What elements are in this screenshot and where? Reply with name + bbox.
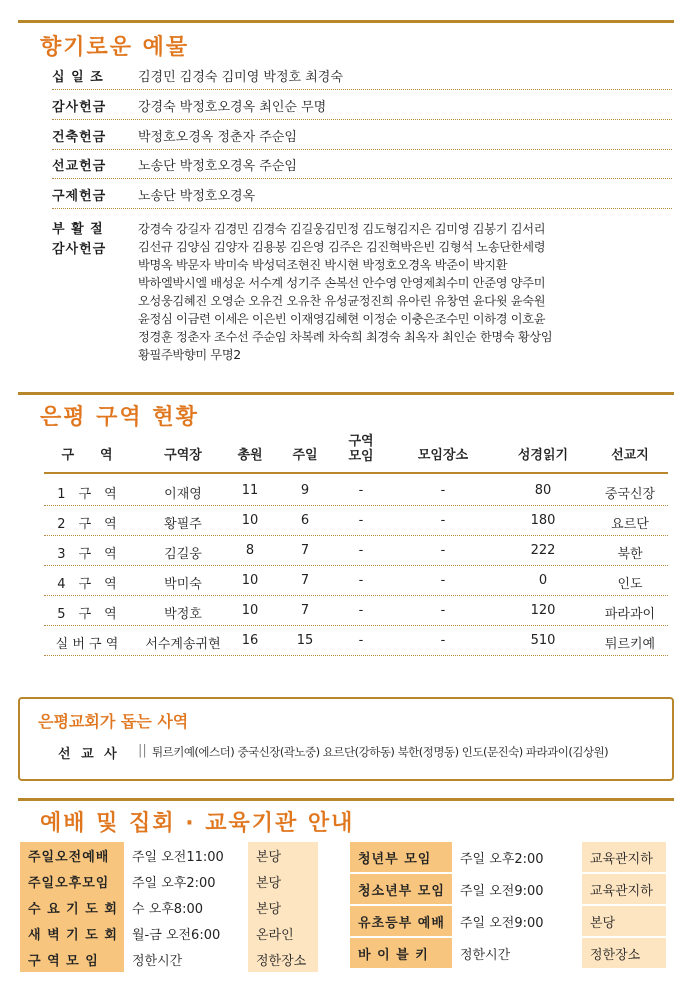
service-time: 주일 오후2:00	[460, 851, 544, 867]
district-table-header	[44, 432, 668, 474]
service-name: 청년부 모임	[350, 842, 452, 872]
offerings-title: 향기로운 예물	[40, 35, 190, 60]
service-name: 새 벽 기 도 회	[20, 920, 124, 946]
district-header-cell: 구역장	[164, 448, 202, 463]
service-row	[20, 920, 318, 946]
offering-category: 선교헌금	[52, 159, 107, 174]
district-header-cell: 구 역	[61, 448, 113, 463]
district-cell: 6	[300, 513, 310, 528]
district-row	[44, 476, 668, 506]
services-right-table	[350, 842, 670, 972]
service-place: 온라인	[248, 920, 318, 946]
district-cell: 요르단	[611, 517, 649, 532]
district-cell: 박미숙	[164, 577, 202, 592]
district-row	[44, 596, 668, 626]
district-table	[44, 432, 668, 682]
district-cell: 실 버 구 역	[55, 637, 119, 652]
districts-title: 은평 구역 현황	[40, 405, 199, 430]
service-row	[350, 842, 666, 872]
offering-category: 부 활 절 감사헌금	[52, 222, 107, 257]
district-cell: -	[440, 513, 446, 528]
district-cell: 180	[530, 513, 556, 528]
district-cell: -	[358, 633, 364, 648]
offering-category: 십 일 조	[52, 70, 104, 85]
service-name: 수 요 기 도 회	[20, 894, 124, 920]
service-place: 본당	[248, 868, 318, 894]
district-cell: 3 구 역	[57, 547, 117, 562]
mission-box	[18, 697, 674, 781]
district-header-cell: 총원	[237, 448, 263, 463]
district-cell: 16	[241, 633, 259, 648]
service-row	[350, 938, 666, 968]
offering-row	[52, 98, 672, 120]
district-row	[44, 536, 668, 566]
district-header-cell: 성경읽기	[517, 448, 569, 463]
service-name: 주일오전예배	[20, 842, 124, 868]
service-row	[20, 868, 318, 894]
service-place: 정한장소	[248, 946, 318, 972]
district-cell: 120	[530, 603, 556, 618]
offering-names: 김경민 김경숙 김미영 박정호 최경숙	[138, 70, 343, 85]
district-row	[44, 566, 668, 596]
service-time: 정한시간	[132, 953, 183, 969]
missionary-separator: ||	[138, 743, 147, 758]
service-time: 정한시간	[460, 947, 511, 963]
district-cell: 2 구 역	[57, 517, 117, 532]
district-cell: 중국신장	[604, 487, 656, 502]
service-row	[20, 842, 318, 868]
service-name: 구 역 모 임	[20, 946, 124, 972]
district-cell: -	[358, 513, 364, 528]
offering-names: 강경숙 강길자 김경민 김경숙 김길웅김민정 김도형김지은 김미영 김봉기 김서리 김선규 김양심 김양자 김용봉 김은영 김주은 김진혁박은빈 김형석 노송단한세령 박명옥 박문자 박미숙 박성덕조현진 박시현 박정호오경옥 박준이 박지환 박하엘박시엘 배성운 서수계 성기주 손복선 안수영 안영제최수미 안준영 양주미 오성웅김혜진 오영순 오유건 오유찬 유성균정진희 유아린 유창연 윤다윗 윤숙원 윤정심 이금련 이세은 이은빈 이재영김혜현 이정순 이충은조수민 이하경 이호윤 정경훈 정춘자 조수선 주순임 차복례 차숙희 최경숙 최옥자 최인순 한명숙 황상임 황필주박향미 무명2	[138, 222, 553, 362]
district-cell: 8	[245, 543, 255, 558]
district-cell: 80	[534, 483, 552, 498]
district-cell: -	[440, 573, 446, 588]
district-cell: 0	[538, 573, 548, 588]
missionary-label: 선 교 사	[58, 747, 120, 762]
offering-category: 감사헌금	[52, 100, 107, 115]
district-cell: 4 구 역	[57, 577, 117, 592]
district-header-cell: 주일	[292, 448, 318, 463]
district-cell: 황필주	[164, 517, 202, 532]
district-row	[44, 626, 668, 656]
district-header-cell: 구역 모임	[348, 434, 374, 464]
district-header-cell: 선교지	[611, 448, 649, 463]
district-cell: 10	[241, 513, 259, 528]
offering-row	[52, 187, 672, 209]
district-cell: 222	[530, 543, 556, 558]
offering-row	[52, 128, 672, 150]
district-cell: -	[440, 483, 446, 498]
services-title: 예배 및 집회 · 교육기관 안내	[40, 811, 355, 836]
service-time: 수 오후8:00	[132, 901, 203, 917]
service-place: 정한장소	[582, 938, 666, 968]
district-header-cell: 모임장소	[417, 448, 469, 463]
district-cell: 15	[296, 633, 314, 648]
offering-names: 노송단 박정호오경옥	[138, 189, 256, 204]
district-cell: 7	[300, 573, 310, 588]
service-row	[20, 946, 318, 972]
district-cell: 7	[300, 603, 310, 618]
district-cell: 이재영	[164, 487, 202, 502]
district-cell: 튀르키예	[604, 637, 656, 652]
services-left-table	[20, 842, 320, 972]
district-cell: 박정호	[164, 607, 202, 622]
district-cell: 11	[241, 483, 259, 498]
district-cell: -	[440, 543, 446, 558]
service-row	[20, 894, 318, 920]
service-place: 교육관지하	[582, 874, 666, 904]
service-place: 본당	[248, 894, 318, 920]
service-place: 본당	[248, 842, 318, 868]
service-place: 본당	[582, 906, 666, 936]
district-cell: 1 구 역	[57, 487, 117, 502]
service-row	[350, 906, 666, 936]
district-cell: 김길웅	[164, 547, 202, 562]
district-cell: 10	[241, 603, 259, 618]
district-cell: 인도	[617, 577, 643, 592]
offering-row	[52, 220, 672, 370]
district-cell: -	[358, 603, 364, 618]
offering-row	[52, 157, 672, 179]
offering-names: 노송단 박정호오경옥 주순임	[138, 159, 297, 174]
offering-names: 강경숙 박정호오경옥 최인순 무명	[138, 100, 327, 115]
district-cell: 510	[530, 633, 556, 648]
offering-category: 구제헌금	[52, 189, 107, 204]
offering-row	[52, 68, 672, 90]
district-cell: 7	[300, 543, 310, 558]
service-time: 월-금 오전6:00	[132, 927, 221, 943]
service-name: 주일오후모임	[20, 868, 124, 894]
district-cell: -	[358, 543, 364, 558]
offering-category: 건축헌금	[52, 130, 107, 145]
service-row	[350, 874, 666, 904]
district-cell: 파라과이	[604, 607, 656, 622]
district-cell: 5 구 역	[57, 607, 117, 622]
services-rule	[18, 798, 674, 801]
district-cell: 서수계송귀현	[145, 637, 221, 652]
district-cell: 9	[300, 483, 310, 498]
service-time: 주일 오후2:00	[132, 875, 216, 891]
service-name: 유초등부 예배	[350, 906, 452, 936]
district-cell: 북한	[617, 547, 643, 562]
service-time: 주일 오전9:00	[460, 883, 544, 899]
missionary-list: 튀르키예(에스더) 중국신장(곽노중) 요르단(강하동) 북한(정명동) 인도(문진숙) 파라과이(김상원)	[152, 745, 609, 759]
district-cell: 10	[241, 573, 259, 588]
districts-rule	[18, 392, 674, 395]
district-cell: -	[440, 633, 446, 648]
mission-title: 은평교회가 돕는 사역	[38, 712, 189, 731]
offering-names: 박정호오경옥 정춘자 주순임	[138, 130, 297, 145]
service-place: 교육관지하	[582, 842, 666, 872]
service-name: 청소년부 모임	[350, 874, 452, 904]
top-rule	[18, 20, 674, 23]
district-cell: -	[358, 573, 364, 588]
service-time: 주일 오전9:00	[460, 915, 544, 931]
district-cell: -	[440, 603, 446, 618]
service-time: 주일 오전11:00	[132, 849, 224, 865]
district-row	[44, 506, 668, 536]
district-cell: -	[358, 483, 364, 498]
service-name: 바 이 블 키	[350, 938, 452, 968]
